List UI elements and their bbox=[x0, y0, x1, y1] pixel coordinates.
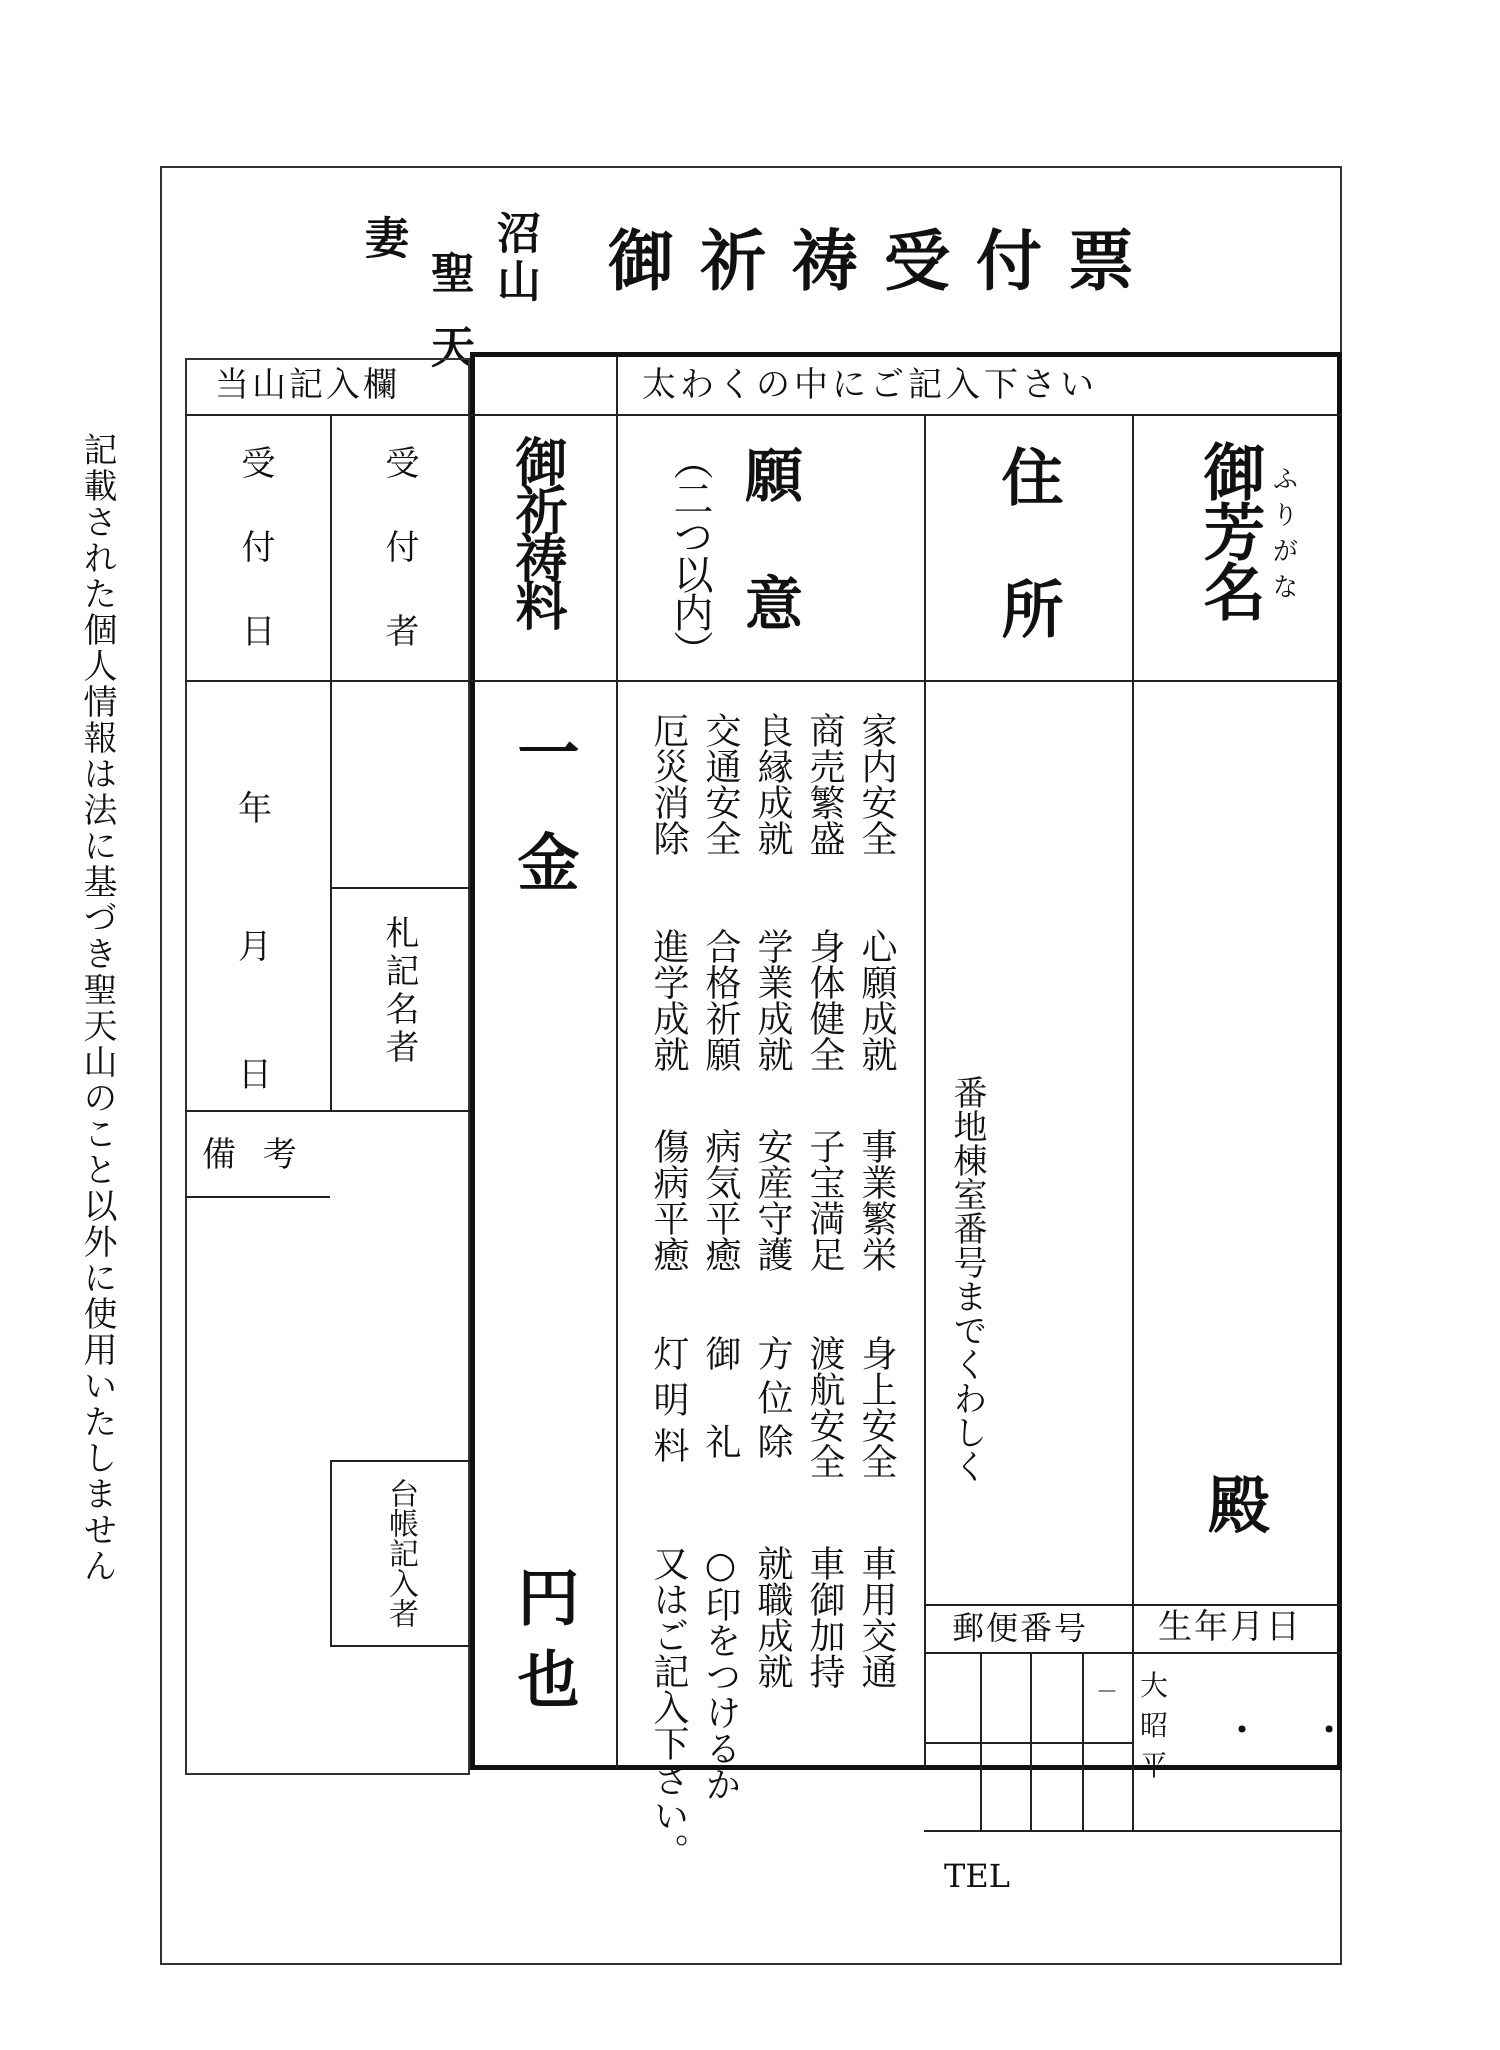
tag-writer-label: 札記名者 bbox=[379, 915, 419, 1067]
wish-item[interactable]: 傷病平癒 bbox=[648, 1128, 689, 1272]
wish-note: （二つ以内） bbox=[667, 440, 713, 668]
era-showa[interactable]: 昭 bbox=[1140, 1709, 1169, 1742]
privacy-note: 記載された個人情報は法に基づき聖天山のこと以外に使用いたしません bbox=[77, 432, 117, 1584]
wish-item[interactable]: 子宝満足 bbox=[804, 1128, 845, 1272]
day-label: 日 bbox=[238, 1055, 272, 1095]
wish-item[interactable]: 家内安全 bbox=[856, 712, 897, 856]
office-heading: 当山記入欄 bbox=[215, 365, 400, 405]
form-instruction: 太わくの中にご記入下さい bbox=[642, 365, 1098, 405]
honorific: 殿 bbox=[1208, 1469, 1271, 1542]
address-label: 住所 bbox=[991, 445, 1064, 709]
era-taisho[interactable]: 大 bbox=[1140, 1669, 1169, 1702]
tel-label: TEL bbox=[944, 1857, 1010, 1895]
write-in-instruction: 又はご記入下さい。 bbox=[648, 1545, 689, 1869]
wish-item[interactable]: 病気平癒 bbox=[700, 1128, 741, 1272]
wish-item[interactable]: 厄災消除 bbox=[648, 712, 689, 856]
address-field[interactable] bbox=[1020, 690, 1128, 1590]
address-note: 番地棟室番号までくわしく bbox=[947, 1075, 987, 1483]
wish-item[interactable]: 交通安全 bbox=[700, 712, 741, 856]
fee-amount-field[interactable] bbox=[480, 820, 610, 1550]
wish-item[interactable]: 心願成就 bbox=[856, 928, 897, 1072]
name-furigana: ふりがな bbox=[1268, 465, 1298, 609]
reception-date-label: 受付日 bbox=[235, 445, 275, 697]
page-title: 御祈祷受付票 bbox=[608, 222, 1160, 300]
fee-prefix: 一金 bbox=[507, 720, 580, 940]
remarks-label: 備 考 bbox=[202, 1135, 305, 1175]
wish-item[interactable]: 御礼 bbox=[700, 1335, 741, 1511]
temple-name-col2: 聖天 bbox=[423, 250, 474, 398]
wish-item[interactable]: 車用交通 bbox=[856, 1545, 897, 1689]
temple-name-col1: 沼山 bbox=[489, 210, 540, 306]
wish-item[interactable]: 良縁成就 bbox=[752, 712, 793, 856]
era-heisei[interactable]: 平 bbox=[1140, 1749, 1169, 1782]
remarks-field[interactable] bbox=[189, 1200, 326, 1770]
postal-label: 郵便番号 bbox=[952, 1609, 1089, 1647]
wish-item[interactable]: 就職成就 bbox=[752, 1545, 793, 1689]
birthdate-separators: ・ ・ bbox=[1226, 1711, 1368, 1749]
postal-dash: － bbox=[1096, 1680, 1119, 1705]
postal-code-input[interactable] bbox=[926, 1654, 1130, 1828]
wish-item[interactable]: 身上安全 bbox=[856, 1335, 897, 1479]
wish-item[interactable]: 商売繁盛 bbox=[804, 712, 845, 856]
wish-label: 願意 bbox=[735, 445, 803, 701]
ledger-writer-label: 台帳記入者 bbox=[383, 1478, 418, 1628]
name-field[interactable] bbox=[1136, 690, 1336, 1450]
tel-field[interactable] bbox=[1020, 1836, 1330, 1936]
year-label: 年 bbox=[238, 789, 272, 829]
name-label: 御芳名 bbox=[1193, 440, 1266, 620]
wish-item[interactable]: 進学成就 bbox=[648, 928, 689, 1072]
wish-item[interactable]: 車御加持 bbox=[804, 1545, 845, 1689]
wish-item[interactable]: 灯明料 bbox=[648, 1335, 689, 1473]
wish-item[interactable]: 安産守護 bbox=[752, 1128, 793, 1272]
checkbox-instruction: ○印をつけるか bbox=[700, 1545, 741, 1802]
wish-item[interactable]: 方位除 bbox=[752, 1335, 793, 1467]
receptionist-field[interactable] bbox=[334, 684, 466, 884]
tag-writer-field bbox=[334, 1114, 466, 1454]
wish-item[interactable]: 渡航安全 bbox=[804, 1335, 845, 1479]
wish-item[interactable]: 学業成就 bbox=[752, 928, 793, 1072]
fee-label: 御祈祷料 bbox=[506, 435, 567, 627]
wish-item[interactable]: 合格祈願 bbox=[700, 928, 741, 1072]
wish-item[interactable]: 身体健全 bbox=[804, 928, 845, 1072]
month-label: 月 bbox=[238, 927, 272, 967]
wish-item[interactable]: 事業繁栄 bbox=[856, 1128, 897, 1272]
birthdate-label: 生年月日 bbox=[1158, 1607, 1302, 1647]
receptionist-label: 受付者 bbox=[379, 445, 419, 697]
fee-suffix: 円也 bbox=[507, 1565, 580, 1729]
temple-name-col3: 妻 bbox=[357, 215, 408, 259]
